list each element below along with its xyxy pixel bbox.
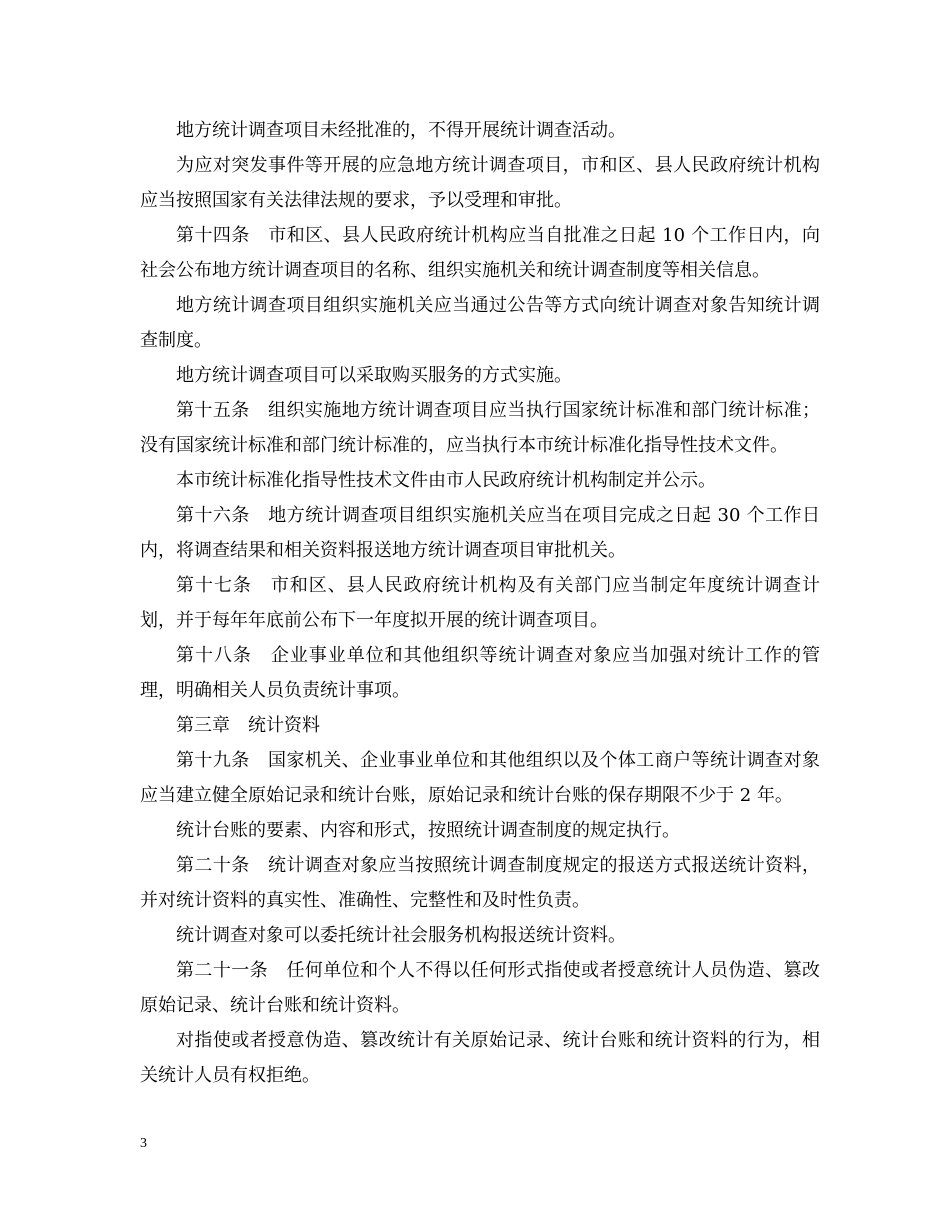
article-16-paragraph: 第十六条 地方统计调查项目组织实施机关应当在项目完成之日起 30 个工作日内，将调查结果和相关资料报送地方统计调查项目审批机关。 bbox=[140, 505, 820, 561]
paragraph: 地方统计调查项目组织实施机关应当通过公告等方式向统计调查对象告知统计调查制度。 bbox=[140, 295, 820, 351]
article-19-paragraph: 第十九条 国家机关、企业事业单位和其他组织以及个体工商户等统计调查对象应当建立健全原始记录和统计台账，原始记录和统计台账的保存期限不少于 2 年。 bbox=[140, 750, 820, 806]
article-21-paragraph: 第二十一条 任何单位和个人不得以任何形式指使或者授意统计人员伪造、篡改原始记录、统计台账和统计资料。 bbox=[140, 960, 820, 1016]
chapter-3-heading: 第三章 统计资料 bbox=[176, 715, 320, 736]
article-14-paragraph: 第十四条 市和区、县人民政府统计机构应当自批准之日起 10 个工作日内，向社会公布地方统计调查项目的名称、组织实施机关和统计调查制度等相关信息。 bbox=[140, 225, 820, 281]
paragraph: 统计台账的要素、内容和形式，按照统计调查制度的规定执行。 bbox=[176, 820, 680, 841]
article-18-paragraph: 第十八条 企业事业单位和其他组织等统计调查对象应当加强对统计工作的管理，明确相关人员负责统计事项。 bbox=[140, 645, 820, 701]
paragraph: 地方统计调查项目未经批准的，不得开展统计调查活动。 bbox=[176, 120, 626, 141]
article-17-paragraph: 第十七条 市和区、县人民政府统计机构及有关部门应当制定年度统计调查计划，并于每年年底前公布下一年度拟开展的统计调查项目。 bbox=[140, 575, 820, 631]
article-20-paragraph: 第二十条 统计调查对象应当按照统计调查制度规定的报送方式报送统计资料，并对统计资料的真实性、准确性、完整性和及时性负责。 bbox=[140, 855, 820, 911]
paragraph: 本市统计标准化指导性技术文件由市人民政府统计机构制定并公示。 bbox=[176, 470, 716, 491]
paragraph: 为应对突发事件等开展的应急地方统计调查项目，市和区、县人民政府统计机构应当按照国家有关法律法规的要求，予以受理和审批。 bbox=[140, 155, 820, 211]
paragraph: 对指使或者授意伪造、篡改统计有关原始记录、统计台账和统计资料的行为，相关统计人员有权拒绝。 bbox=[140, 1030, 820, 1086]
paragraph: 统计调查对象可以委托统计社会服务机构报送统计资料。 bbox=[176, 925, 626, 946]
article-15-paragraph: 第十五条 组织实施地方统计调查项目应当执行国家统计标准和部门统计标准；没有国家统计标准和部门统计标准的，应当执行本市统计标准化指导性技术文件。 bbox=[140, 400, 820, 456]
paragraph: 地方统计调查项目可以采取购买服务的方式实施。 bbox=[176, 365, 572, 386]
document-body bbox=[140, 113, 820, 1093]
page-number: 3 bbox=[140, 1136, 147, 1151]
